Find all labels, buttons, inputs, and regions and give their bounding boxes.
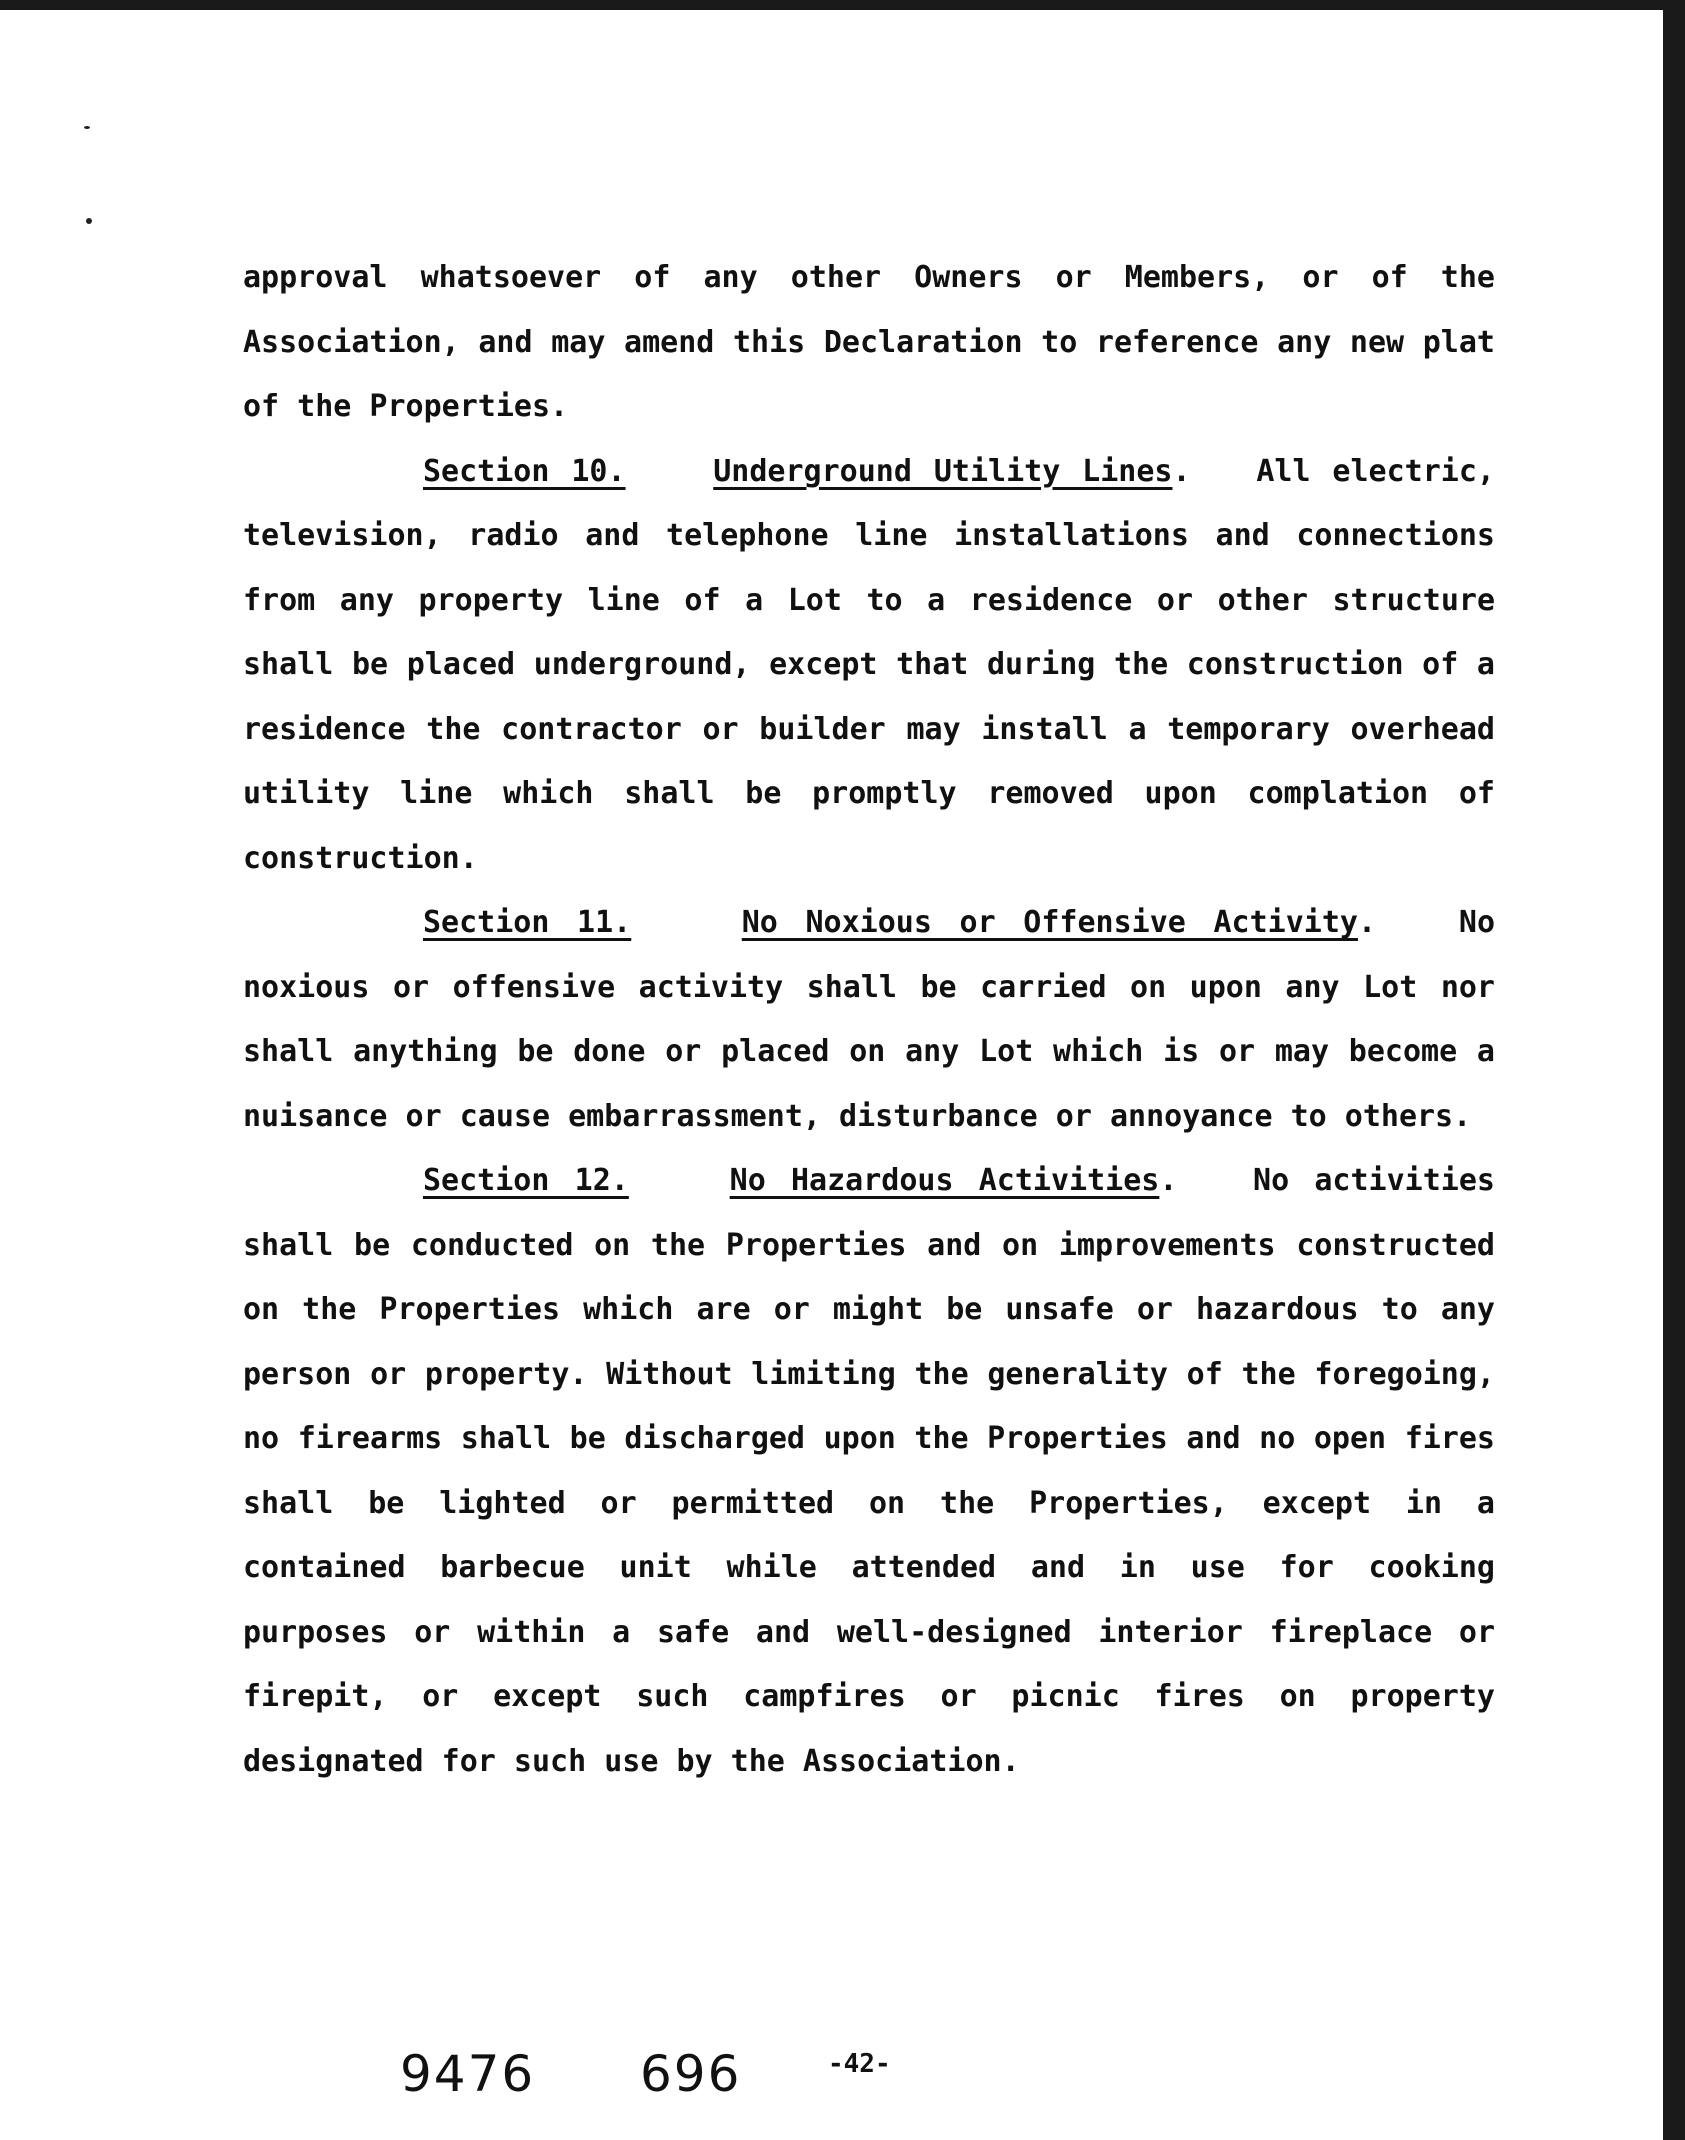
paragraph-continuation <box>243 246 1495 440</box>
section-number: Section 11. <box>423 905 632 940</box>
section-number: Section 12. <box>423 1163 629 1198</box>
section-11-paragraph: Section 11. No Noxious or Offensive Activity. No noxious or offensive activity shall be carried on upon any Lot nor shall anything be done or placed on any Lot which is or may become a nuisance or cause embarrassment, disturbance or annoyance to others. <box>243 905 1496 1134</box>
section-12-paragraph: Section 12. No Hazardous Activities. No activities shall be conducted on the Properties and on improvements constructed on the Properties which are or might be unsafe or hazardous to any person or property. Without limiting the generality of the foregoing, no firearms shall be discharged upon the Properties and no open fires shall be lighted or permitted on the Properties, except in a contained barbecue unit while attended and in use for cooking purposes or within a safe and well-designed interior fireplace or firepit, or except such campfires or picnic fires on property designated for such use by the Association. <box>243 1163 1495 1779</box>
page-footer <box>0 2045 1685 2115</box>
section-number: Section 10. <box>423 453 626 489</box>
paragraph-text: approval whatsoever of any other Owners or Members, or of the Association, and may amend this Declaration to reference any new plat of the Properties. <box>243 260 1495 424</box>
document-body <box>243 246 1495 1794</box>
paragraph-text: No noxious or offensive activity shall be carried on upon any Lot nor shall anything be done or placed on any Lot which is or may become a nuisance or cause embarrassment, disturbance or annoyance to others. <box>243 905 1496 1134</box>
record-page-number: 696 <box>640 2045 742 2103</box>
section-heading: No Noxious or Offensive Activity <box>741 905 1358 940</box>
paragraph-text: No activities shall be conducted on the Properties and on improvements constructed on the Properties which are or might be unsafe or hazardous to any person or property. Without limiting the generality of the foregoing, no firearms shall be discharged upon the Properties and no open fires shall be lighted or permitted on the Properties, except in a contained barbecue unit while attended and in use for cooking purposes or within a safe and well-designed interior fireplace or firepit, or except such campfires or picnic fires on property designated for such use by the Association. <box>243 1163 1495 1779</box>
section-10-paragraph: Section 10. Underground Utility Lines. All electric, television, radio and telephone line installations and connections from any property line of a Lot to a residence or other structure shall be placed underground, except that during the construction of a residence the contractor or builder may install a temporary overhead utility line which shall be promptly removed upon complation of construction. <box>243 453 1495 876</box>
scan-speck <box>84 126 90 129</box>
paragraph-text: All electric, television, radio and telephone line installations and connections from any property line of a Lot to a residence or other structure shall be placed underground, except that during the construction of a residence the contractor or builder may install a temporary overhead utility line which shall be promptly removed upon complation of construction. <box>243 453 1495 876</box>
page-number: -42- <box>828 2049 891 2079</box>
section-heading: No Hazardous Activities <box>729 1163 1160 1198</box>
scan-speck <box>86 218 92 224</box>
record-book-number: 9476 <box>400 2045 536 2103</box>
section-heading: Underground Utility Lines <box>713 453 1173 489</box>
